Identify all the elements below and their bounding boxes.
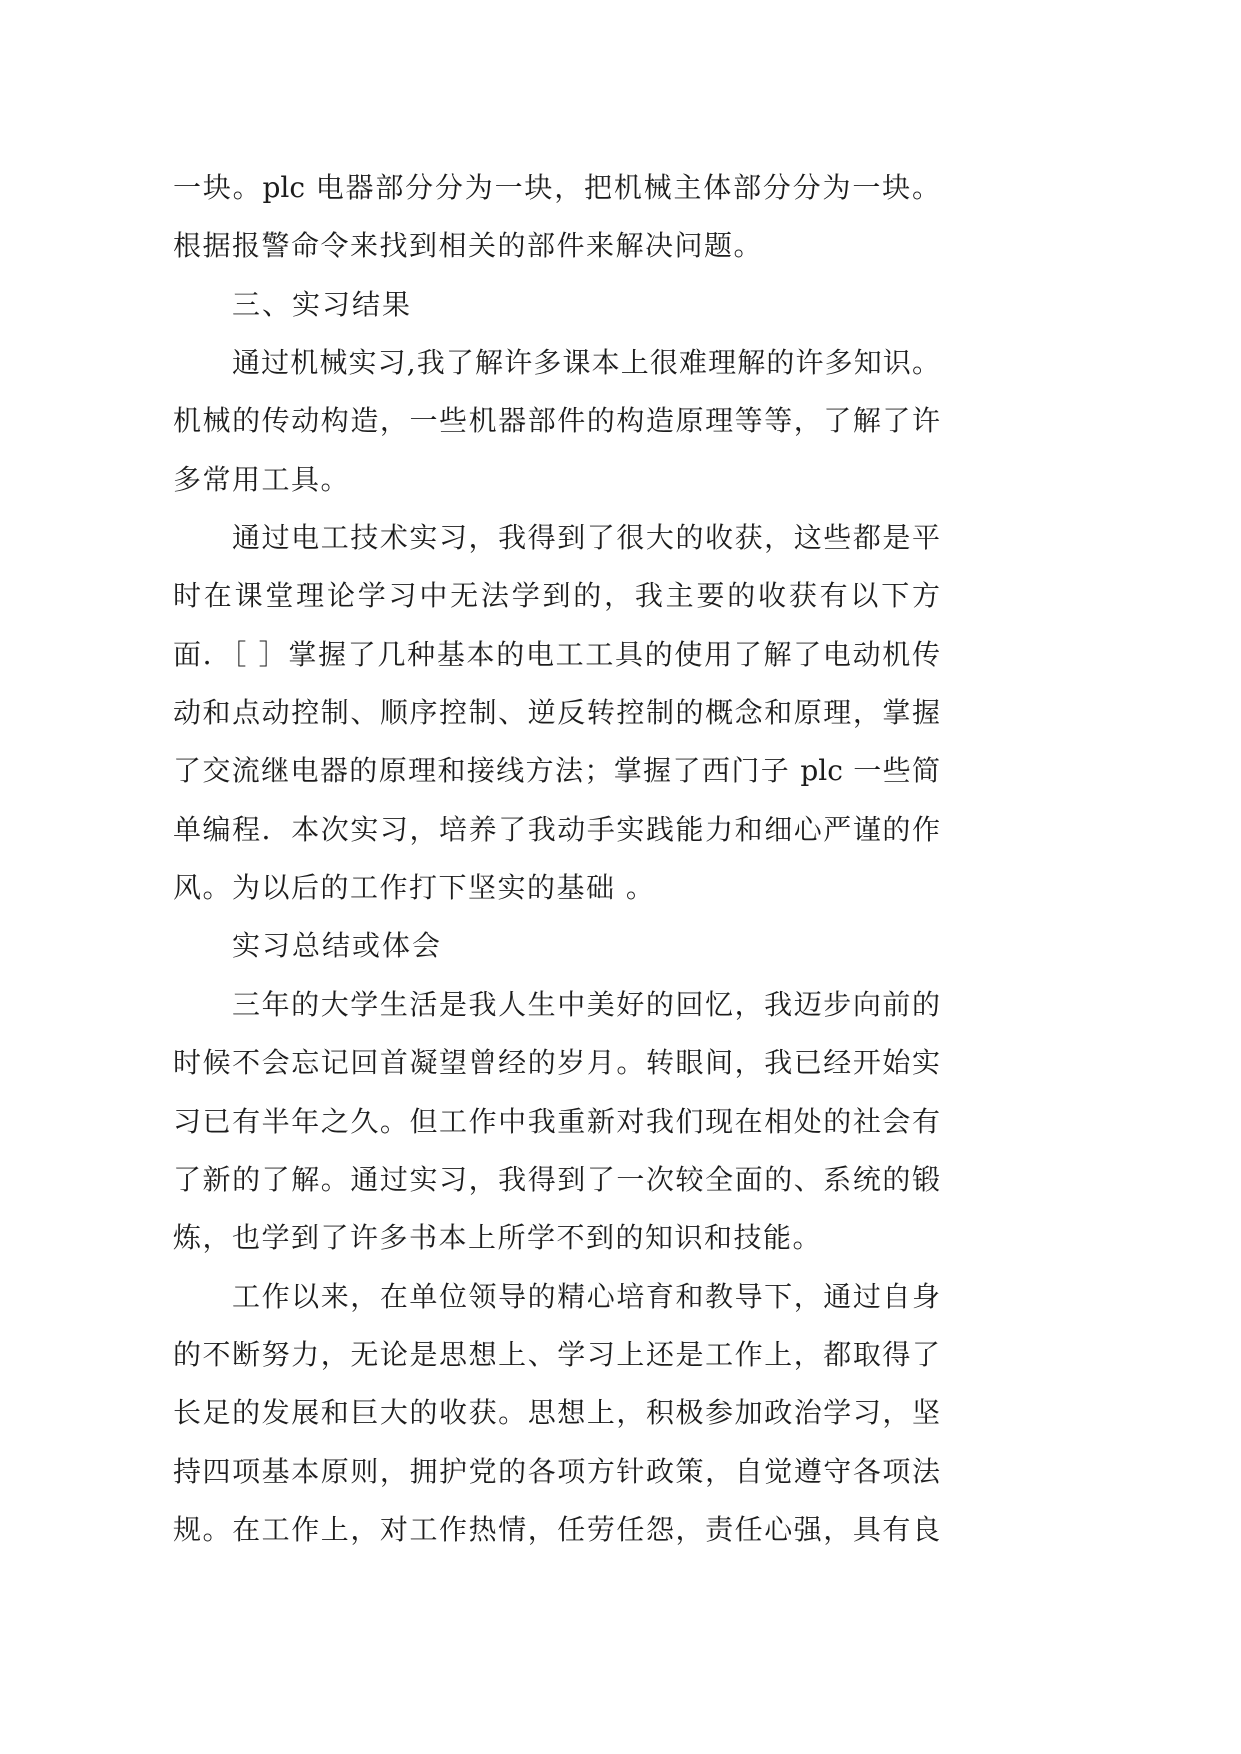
paragraph-electrical-internship: [173, 509, 940, 917]
heading-line: 实习总结或体会: [232, 929, 443, 963]
text-line: 的不断努力，无论是思想上、学习上还是工作上，都取得了: [173, 1337, 940, 1371]
text-line: 时候不会忘记回首凝望曾经的岁月。转眼间，我已经开始实: [173, 1046, 940, 1080]
text-line: 长足的发展和巨大的收获。思想上，积极参加政治学习，坚: [173, 1396, 940, 1430]
body-text: [173, 159, 940, 1559]
text-line: 动和点动控制、顺序控制、逆反转控制的概念和原理，掌握: [173, 696, 940, 730]
text-line: 了交流继电器的原理和接线方法；掌握了西门子 plc 一些简: [173, 754, 940, 788]
text-line: 时在课堂理论学习中无法学到的，我主要的收获有以下方: [173, 579, 940, 613]
text-line: 单编程．本次实习，培养了我动手实践能力和细心严谨的作: [173, 812, 940, 846]
text-line: 面．［ ］掌握了几种基本的电工工具的使用了解了电动机传: [173, 637, 940, 671]
text-line: 习已有半年之久。但工作中我重新对我们现在相处的社会有: [173, 1104, 940, 1138]
text-line: 机械的传动构造，一些机器部件的构造原理等等，了解了许: [173, 404, 940, 438]
paragraph-mechanical-internship: [173, 334, 940, 509]
text-line: 了新的了解。通过实习，我得到了一次较全面的、系统的锻: [173, 1162, 940, 1196]
paragraph-college-life: [173, 976, 940, 1268]
paragraph-continuation: [173, 159, 940, 276]
text-line: 根据报警命令来找到相关的部件来解决问题。: [173, 229, 764, 263]
paragraph-work-since: [173, 1268, 940, 1560]
section-heading-results: [173, 276, 940, 334]
text-line: 通过电工技术实习，我得到了很大的收获，这些都是平: [232, 521, 940, 555]
text-line: 一块。plc 电器部分分为一块，把机械主体部分分为一块。: [173, 171, 940, 204]
text-line: 炼，也学到了许多书本上所学不到的知识和技能。: [173, 1221, 823, 1255]
text-line: 规。在工作上，对工作热情，任劳任怨，责任心强，具有良: [173, 1512, 940, 1546]
text-line: 三年的大学生活是我人生中美好的回忆，我迈步向前的: [232, 987, 940, 1021]
text-line: 持四项基本原则，拥护党的各项方针政策，自觉遵守各项法: [173, 1454, 940, 1488]
text-line: 多常用工具。: [173, 462, 351, 496]
section-heading-summary: [173, 917, 940, 975]
text-line: 通过机械实习,我了解许多课本上很难理解的许多知识。: [232, 346, 940, 380]
text-line: 工作以来，在单位领导的精心培育和教导下，通过自身: [232, 1279, 940, 1313]
heading-line: 三、实习结果: [232, 287, 413, 321]
text-line: 风。为以后的工作打下坚实的基础 。: [173, 871, 656, 905]
